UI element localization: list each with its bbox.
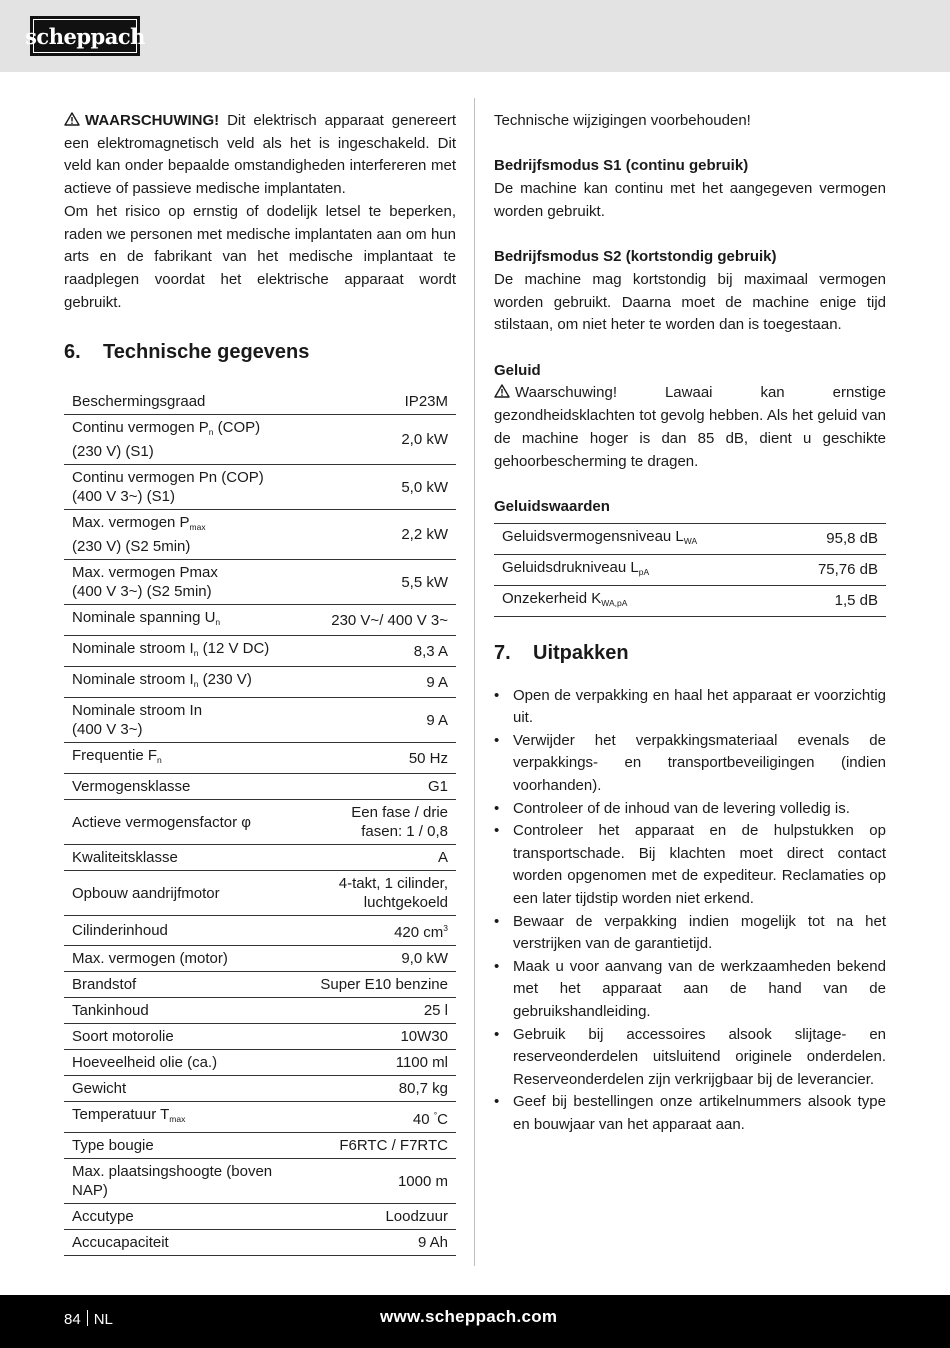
table-row (64, 605, 456, 636)
spec-value-text: 10W30 (400, 1028, 448, 1046)
spec-value-text: G1 (427, 778, 448, 796)
emf-warning-paragraph (64, 110, 456, 201)
spec-value-text: Een fase / drie (351, 804, 448, 822)
spec-value-text: Super E10 benzine (320, 976, 448, 994)
spec-value (300, 800, 456, 845)
sound-label-text: Onzekerheid K (502, 589, 602, 607)
table-row (64, 800, 456, 845)
list-item: • Gebruik bij accessoires alsook slijtage- en reserveonderdelen uitsluitend originele onderdelen. Reserveonderdelen zijn verkrijgbaar bij de leverancier. (494, 1024, 886, 1092)
table-row (64, 1204, 456, 1230)
spec-label-text: Tankinhoud (72, 1002, 149, 1020)
table-row (64, 743, 456, 774)
sound-label (494, 523, 782, 554)
table-row (494, 523, 886, 554)
spec-label-subscript: n (208, 427, 214, 438)
table-row (64, 510, 456, 560)
technical-data-table (64, 389, 456, 1256)
section-number: 6. (64, 341, 81, 364)
spec-label-text: Frequentie F (72, 747, 158, 765)
spec-value-text: 40 (412, 1110, 434, 1128)
spec-label-text: (12 V DC) (198, 640, 270, 658)
sound-value: 75,76 dB (782, 554, 886, 585)
spec-label (64, 845, 300, 871)
spec-value (300, 1159, 456, 1204)
spec-label-text: Max. vermogen (motor) (72, 950, 228, 968)
spec-label (64, 1050, 300, 1076)
spec-value (300, 1133, 456, 1159)
spec-label-text: Nominale spanning U (72, 609, 216, 627)
spec-label (64, 916, 300, 946)
spec-value-text: 9 Ah (417, 1234, 448, 1252)
spec-value-text: 5,5 kW (401, 573, 448, 591)
spec-label (64, 560, 300, 605)
spec-value-text: 50 Hz (408, 749, 448, 767)
spec-label-subscript: n (157, 755, 162, 766)
spec-value (300, 1230, 456, 1256)
spec-label-text: Hoeveelheid olie (ca.) (72, 1054, 218, 1072)
footer-separator (87, 1310, 88, 1326)
section-title: Uitpakken (533, 641, 629, 664)
spec-label-text: NAP) (72, 1182, 108, 1200)
spec-label-text: Opbouw aandrijfmotor (72, 884, 220, 902)
spec-value (300, 916, 456, 946)
sound-label-subscript: WA,pA (601, 597, 628, 608)
table-row (64, 1102, 456, 1133)
list-item: • Controleer het apparaat en de hulpstukken op transportschade. Bij klachten moet direct contact worden opgenomen met de expediteur. Reclamaties op een later tijdstip worden niet erkend. (494, 820, 886, 910)
s2-heading: Bedrijfsmodus S2 (kortstondig gebruik) (494, 248, 777, 266)
spec-value-text: 80,7 kg (398, 1080, 448, 1098)
section-heading-unpacking (494, 642, 886, 665)
spec-label-text: Temperatuur T (72, 1106, 170, 1124)
spec-label-subscript: max (169, 1114, 186, 1125)
brand-logo (25, 16, 145, 56)
spec-label (64, 946, 300, 972)
spec-value-text: Loodzuur (385, 1208, 448, 1226)
s1-text: De machine kan continu met het aangegeven vermogen worden gebruikt. (494, 180, 886, 220)
spec-value (300, 972, 456, 998)
spec-label-text: (230 V) (S2 5min) (72, 538, 191, 556)
spec-label-subscript: n (193, 648, 199, 659)
spec-label (64, 1204, 300, 1230)
spec-label (64, 415, 300, 465)
risk-paragraph: Om het risico op ernstig of dodelijk letsel te beperken, raden we personen met medische implantaten aan om hun arts en de fabrikant van het medische implantaat te raadplegen voordat het elektrische apparaat wordt gebruikt. (64, 202, 456, 311)
spec-value-text: 2,2 kW (401, 526, 448, 544)
spec-value-text: 9 A (426, 673, 448, 691)
list-item: • Maak u voor aanvang van de werkzaamheden bekend met het apparaat aan de hand van de gebruikshandleiding. (494, 956, 886, 1024)
spec-label-subscript: n (215, 617, 221, 628)
spec-label-text: (230 V) (198, 671, 252, 689)
table-row (64, 845, 456, 871)
unpacking-list (494, 685, 886, 1137)
list-item: • Open de verpakking en haal het apparaat er voorzichtig uit. (494, 685, 886, 730)
page-header (0, 0, 950, 72)
table-row (64, 636, 456, 667)
page-indicator (64, 1310, 113, 1328)
spec-value-text: 8,3 A (413, 642, 448, 660)
spec-label (64, 465, 300, 510)
spec-value-text: A (437, 849, 448, 867)
table-row (64, 972, 456, 998)
spec-value-text: C (437, 1110, 448, 1128)
page-number: 84 (64, 1311, 81, 1328)
warning-label: WAARSCHUWING! (85, 112, 220, 129)
table-row (64, 415, 456, 465)
sound-label-subscript: pA (638, 566, 650, 577)
spec-label-text: Actieve vermogensfactor φ (72, 813, 251, 831)
spec-value (300, 871, 456, 916)
spec-label (64, 389, 300, 415)
page-footer (0, 1295, 950, 1348)
table-row (64, 946, 456, 972)
spec-label-text: Continu vermogen P (72, 419, 209, 437)
spec-value-text: F6RTC / F7RTC (339, 1137, 448, 1155)
spec-value-text: luchtgekoeld (363, 894, 448, 912)
spec-value (300, 1204, 456, 1230)
spec-value-text: 230 V~/ 400 V 3~ (331, 611, 448, 629)
spec-label (64, 1076, 300, 1102)
s2-text: De machine mag kortstondig bij maximaal vermogen worden gebruikt. Daarna moet de machine enige tijd stilstaan, om niet heter te worden dan is toegestaan. (494, 270, 886, 334)
spec-label (64, 1024, 300, 1050)
spec-label (64, 1230, 300, 1256)
spec-label (64, 698, 300, 743)
spec-label-text: Nominale stroom I (72, 640, 194, 658)
spec-label-text: Accucapaciteit (72, 1234, 169, 1252)
spec-label-text: Vermogensklasse (72, 778, 191, 796)
spec-value-text: IP23M (404, 393, 448, 411)
table-row (64, 560, 456, 605)
sound-values-table (494, 523, 886, 617)
spec-label (64, 636, 300, 667)
spec-value-superscript: 3 (443, 923, 448, 934)
spec-label-text: Nominale stroom I (72, 671, 194, 689)
spec-label-text: (230 V) (S1) (72, 443, 154, 461)
spec-value-text: 9,0 kW (401, 950, 448, 968)
spec-label-subscript: n (193, 679, 199, 690)
sound-label-text: Geluidsdrukniveau L (502, 558, 639, 576)
spec-label (64, 998, 300, 1024)
spec-value (300, 1076, 456, 1102)
spec-label-text: Beschermingsgraad (72, 393, 206, 411)
spec-label (64, 1159, 300, 1204)
spec-value-text: 1100 ml (395, 1054, 448, 1072)
table-row (64, 1050, 456, 1076)
spec-value (300, 698, 456, 743)
spec-label (64, 800, 300, 845)
sound-label-subscript: WA (683, 535, 698, 546)
spec-label-text: Kwaliteitsklasse (72, 849, 178, 867)
spec-label-subscript: max (189, 522, 206, 533)
spec-value (300, 667, 456, 698)
spec-value (300, 946, 456, 972)
section-number: 7. (494, 641, 511, 664)
spec-label-text: (400 V 3~) (S2 5min) (72, 583, 212, 601)
spec-label-text: Max. vermogen P (72, 514, 190, 532)
sound-values-heading: Geluidswaarden (494, 497, 610, 515)
spec-value (300, 998, 456, 1024)
table-row (494, 554, 886, 585)
spec-value (300, 510, 456, 560)
website-url: www.scheppach.com (380, 1307, 558, 1326)
spec-value-text: 5,0 kW (401, 478, 448, 496)
spec-label-text: Continu vermogen Pn (COP) (72, 469, 264, 487)
table-row (64, 1230, 456, 1256)
spec-label-text: Soort motorolie (72, 1028, 174, 1046)
spec-label (64, 1102, 300, 1133)
spec-label-text: (400 V 3~) (72, 721, 143, 739)
table-row (64, 1133, 456, 1159)
list-item: • Bewaar de verpakking indien mogelijk tot na het verstrijken van de garantietijd. (494, 911, 886, 956)
changes-note: Technische wijzigingen voorbehouden! (494, 112, 751, 129)
spec-label-text: Cilinderinhoud (72, 922, 168, 940)
table-row (64, 1024, 456, 1050)
spec-value-text: 25 l (423, 1002, 448, 1020)
spec-label (64, 871, 300, 916)
spec-value-text: 420 cm (394, 924, 444, 942)
spec-value (300, 560, 456, 605)
language-code: NL (93, 1311, 113, 1328)
spec-label-text: (COP) (213, 419, 261, 437)
table-row (64, 774, 456, 800)
right-column (494, 110, 886, 1136)
spec-value (300, 1102, 456, 1133)
left-column (64, 110, 456, 1256)
table-row (64, 916, 456, 946)
spec-value (300, 636, 456, 667)
warning-triangle-icon (64, 112, 80, 126)
logo-text: scheppach (33, 19, 137, 53)
s1-heading: Bedrijfsmodus S1 (continu gebruik) (494, 157, 749, 175)
spec-label (64, 510, 300, 560)
sound-label (494, 585, 782, 616)
list-item: • Verwijder het verpakkingsmateriaal evenals de verpakkings- en transportbeveiligingen (indien voorhanden). (494, 730, 886, 798)
noise-paragraph (494, 382, 886, 473)
list-item: • Geef bij bestellingen onze artikelnummers alsook type en bouwjaar van het apparaat aan. (494, 1091, 886, 1136)
table-row (64, 998, 456, 1024)
list-item: • Controleer of de inhoud van de levering volledig is. (494, 798, 886, 821)
section-title: Technische gegevens (103, 341, 310, 364)
spec-value (300, 465, 456, 510)
table-row (64, 389, 456, 415)
spec-value (300, 415, 456, 465)
table-row (64, 465, 456, 510)
spec-value-text: fasen: 1 / 0,8 (361, 823, 448, 841)
warning-triangle-icon (494, 384, 510, 398)
spec-label-text: Brandstof (72, 976, 137, 994)
section-heading-technical-data (64, 341, 456, 364)
spec-value (300, 1050, 456, 1076)
noise-heading: Geluid (494, 361, 541, 379)
spec-label-text: Accutype (72, 1208, 134, 1226)
column-divider (474, 98, 475, 1266)
table-row (64, 1159, 456, 1204)
noise-text: Waarschuwing! Lawaai kan ernstige gezondheidsklachten tot gevolg hebben. Als het geluid van de machine hoger is dan 85 dB, dient u geschikte gehoorbescherming te dragen. (494, 384, 886, 470)
spec-value-text: 4-takt, 1 cilinder, (338, 875, 448, 893)
warning-text: Dit elektrisch apparaat genereert een elektromagnetisch veld als het is ingeschakeld. Dit veld kan onder bepaalde omstandigheden interfereren met actieve of passieve medische implantaten. (64, 112, 456, 198)
spec-label-text: Type bougie (72, 1137, 154, 1155)
sound-value: 1,5 dB (782, 585, 886, 616)
sound-label-text: Geluidsvermogensniveau L (502, 527, 684, 545)
spec-label (64, 743, 300, 774)
spec-value-superscript: ° (433, 1109, 438, 1120)
spec-value-text: 1000 m (397, 1172, 448, 1190)
spec-value (300, 743, 456, 774)
spec-label-text: Max. vermogen Pmax (72, 564, 218, 582)
table-row (64, 871, 456, 916)
spec-label-text: Nominale stroom In (72, 702, 203, 720)
table-row (64, 698, 456, 743)
spec-value (300, 845, 456, 871)
spec-label-text: Gewicht (72, 1080, 127, 1098)
spec-value (300, 1024, 456, 1050)
spec-label (64, 774, 300, 800)
spec-label (64, 605, 300, 636)
spec-label-text: (400 V 3~) (S1) (72, 488, 175, 506)
spec-value (300, 389, 456, 415)
spec-label (64, 667, 300, 698)
spec-value (300, 605, 456, 636)
spec-label (64, 972, 300, 998)
spec-value (300, 774, 456, 800)
table-row (64, 1076, 456, 1102)
table-row (64, 667, 456, 698)
spec-value-text: 2,0 kW (401, 431, 448, 449)
spec-value-text: 9 A (426, 711, 448, 729)
sound-label (494, 554, 782, 585)
table-row (494, 585, 886, 616)
spec-label (64, 1133, 300, 1159)
sound-value: 95,8 dB (782, 523, 886, 554)
spec-label-text: Max. plaatsingshoogte (boven (72, 1163, 273, 1181)
